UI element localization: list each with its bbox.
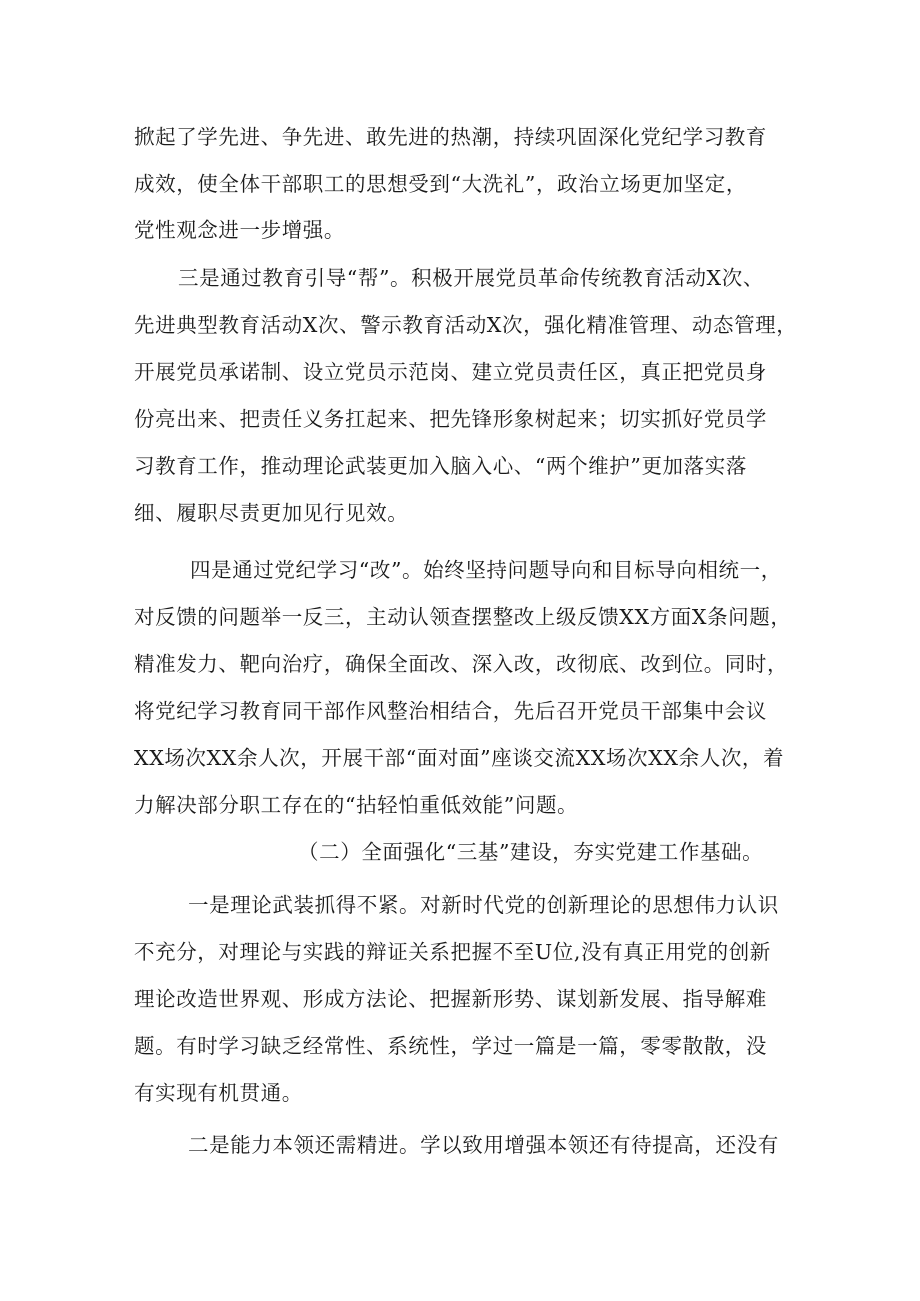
text-line: 先进典型教育活动X次、警示教育活动X次，强化精准管理、动态管理， xyxy=(134,313,798,337)
text-line: 掀起了学先进、争先进、敢先进的热潮，持续巩固深化党纪学习教育 xyxy=(134,125,767,149)
text-line: 不充分，对理论与实践的辩证关系把握不至U位,没有真正用党的创新 xyxy=(134,940,771,964)
text-line: 对反馈的问题举一反三，主动认领查摆整改上级反馈XX方面X条问题， xyxy=(134,605,792,629)
text-line: 题。有时学习缺乏经常性、系统性，学过一篇是一篇，零零散散，没 xyxy=(134,1034,767,1058)
text-line: 力解决部分职工存在的“拈轻怕重低效能”问题。 xyxy=(134,793,579,817)
text-line: 二是能力本领还需精进。学以致用增强本领还有待提高，还没有 xyxy=(188,1133,779,1157)
text-line: 成效，使全体干部职工的思想受到“大洗礼”，政治立场更加坚定， xyxy=(134,172,747,196)
text-line: 一是理论武装抓得不紧。对新时代党的创新理论的思想伟力认识 xyxy=(188,893,779,917)
text-line: XX场次XX余人次，开展干部“面对面”座谈交流XX场次XX余人次，着 xyxy=(134,746,785,770)
text-line: 四是通过党纪学习“改”。始终坚持问题导向和目标导向相统一， xyxy=(190,558,782,582)
text-line: 开展党员承诺制、设立党员示范岗、建立党员责任区，真正把党员身 xyxy=(134,360,767,384)
text-line: 党性观念进一步增强。 xyxy=(134,218,345,242)
text-line: 细、履职尽责更加见行见效。 xyxy=(134,501,409,525)
section-heading: （二）全面强化“三基”建设，夯实党建工作基础。 xyxy=(298,840,764,864)
text-line: 三是通过教育引导“帮”。积极开展党员革命传统教育活动X次、 xyxy=(178,266,764,290)
text-line: 有实现有机贯通。 xyxy=(134,1081,303,1105)
text-line: 将党纪学习教育同干部作风整治相结合，先后召开党员干部集中会议 xyxy=(134,699,767,723)
text-line: 份亮出来、把责任义务扛起来、把先锋形象树起来；切实抓好党员学 xyxy=(134,407,767,431)
text-line: 精准发力、靶向治疗，确保全面改、深入改，改彻底、改到位。同时， xyxy=(134,652,789,676)
text-line: 理论改造世界观、形成方法论、把握新形势、谋划新发展、指导解难 xyxy=(134,987,767,1011)
text-line: 习教育工作，推动理论武装更加入脑入心、“两个维护”更加落实落 xyxy=(134,454,747,478)
